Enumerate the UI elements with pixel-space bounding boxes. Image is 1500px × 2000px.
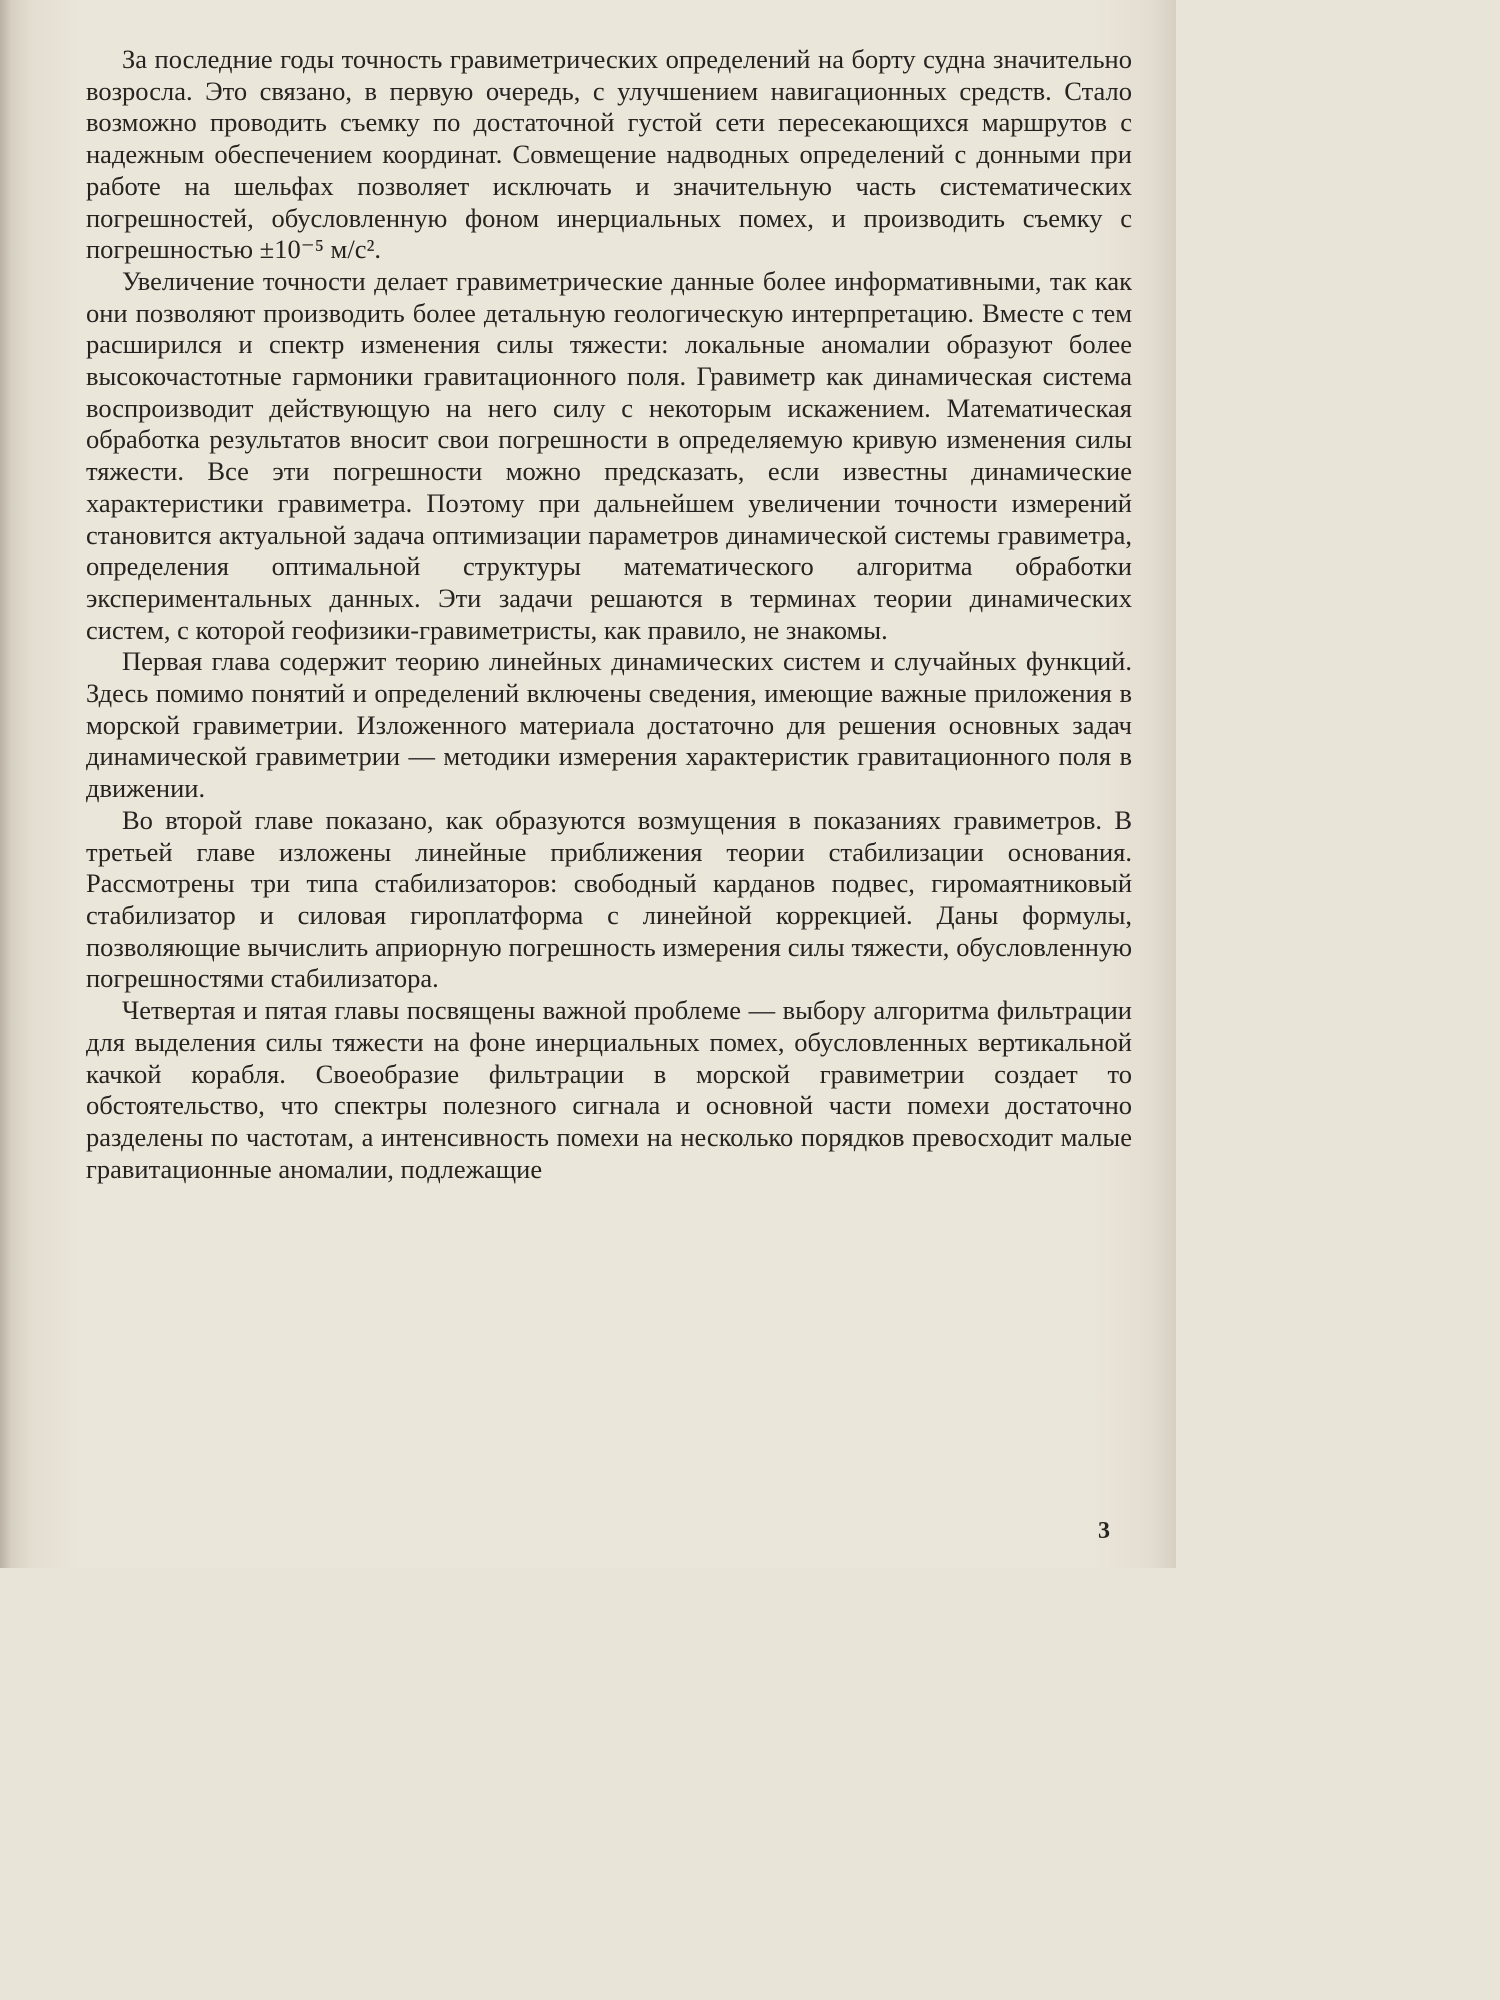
body-text	[86, 44, 1132, 1185]
paragraph-5: Четвертая и пятая главы посвящены важной проблеме — выбору алгоритма фильтрации для выделения силы тяжести на фоне инерциальных помех, обусловленных вертикальной качкой корабля. Своеобразие фильтрации в морской гравиметрии создает то обстоятельство, что спектры полезного сигнала и основной части помехи достаточно разделены по частотам, а интенсивность помехи на несколько порядков превосходит малые гравитационные аномалии, подлежащие	[86, 995, 1132, 1184]
page-spine-edge	[0, 0, 12, 1568]
paragraph-3: Первая глава содержит теорию линейных динамических систем и случайных функций. Здесь помимо понятий и определений включены сведения, имеющие важные приложения в морской гравиметрии. Изложенного материала достаточно для решения основных задач динамической гравиметрии — методики измерения характеристик гравитационного поля в движении.	[86, 646, 1132, 804]
page-number: 3	[1098, 1518, 1110, 1544]
paragraph-2: Увеличение точности делает гравиметрические данные более информативными, так как они позволяют производить более детальную геологическую интерпретацию. Вместе с тем расширился и спектр изменения силы тяжести: локальные аномалии образуют более высокочастотные гармоники гравитационного поля. Гравиметр как динамическая система воспроизводит действующую на него силу с некоторым искажением. Математическая обработка результатов вносит свои погрешности в определяемую кривую изменения силы тяжести. Все эти погрешности можно предсказать, если известны динамические характеристики гравиметра. Поэтому при дальнейшем увеличении точности измерений становится актуальной задача оптимизации параметров динамической системы гравиметра, определения оптимальной структуры математического алгоритма обработки экспериментальных данных. Эти задачи решаются в терминах теории динамических систем, с которой геофизики-гравиметристы, как правило, не знакомы.	[86, 265, 1132, 645]
paragraph-1: За последние годы точность гравиметрических определений на борту судна значительно возросла. Это связано, в первую очередь, с улучшением навигационных средств. Стало возможно проводить съемку по достаточной густой сети пересекающихся маршрутов с надежным обеспечением координат. Совмещение надводных определений с донными при работе на шельфах позволяет исключать и значительную часть систематических погрешностей, обусловленную фоном инерциальных помех, и производить съемку с погрешностью ±10⁻⁵ м/с².	[86, 44, 1132, 265]
paragraph-4: Во второй главе показано, как образуются возмущения в показаниях гравиметров. В третьей главе изложены линейные приближения теории стабилизации основания. Рассмотрены три типа стабилизаторов: свободный карданов подвес, гиромаятниковый стабилизатор и силовая гироплатформа с линейной коррекцией. Даны формулы, позволяющие вычислить априорную погрешность измерения силы тяжести, обусловленную погрешностями стабилизатора.	[86, 804, 1132, 994]
